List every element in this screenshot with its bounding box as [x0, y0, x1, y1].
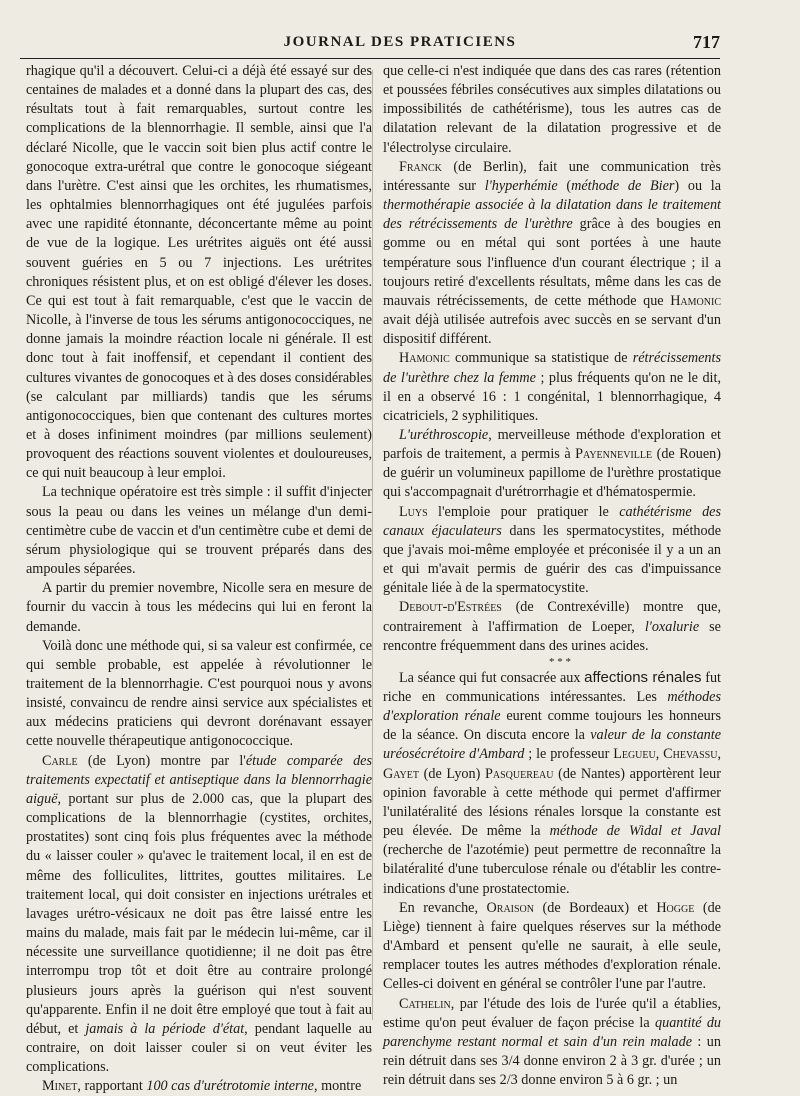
section-separator: * * * [549, 655, 571, 668]
author-name: Carle [42, 752, 78, 769]
paragraph [383, 668, 721, 899]
text-run: En revanche, [399, 899, 487, 916]
text-run: l'emploie pour pratiquer le [427, 503, 620, 520]
paragraph [26, 483, 372, 579]
text-run: avait déjà utilisée autrefois avec succès en se servant d'un dispositif différent. [383, 312, 721, 348]
text-run: (de Berlin), fait une communication très intéressante sur [383, 158, 721, 194]
text-run: que celle-ci n'est indiquée que dans des cas rares (rétention et poussées fébriles consécutives aux simples dilatations ou impossibilités de cathétérisme), tous les autres cas de dilatation relevant de la dilatation progressive et de l'électrolyse circulaire. [383, 63, 721, 156]
paragraph [26, 637, 372, 752]
text-run: (recherche de l'azotémie) peut permettre de reconnaître la bilatéralité d'une tuberculose rénale ou d'établir les contre-indications d'une prostatectomie. [383, 842, 721, 897]
running-header [0, 30, 800, 56]
text-run: rhagique qu'il a découvert. Celui-ci a déjà été essayé sur des centaines de malades et a donné dans la plupart des cas, des résultats tout à fait remarquables, surtout contre les complications de la blennorrhagie. Il semble, ainsi que l'a déclaré Nicolle, que le vaccin soit bien plus actif contre le gonocoque extra-urétral que contre le gonocoque siégeant dans l'urètre. C'est ainsi que les orchites, les rhumatismes, les ophtalmies blennorrhagiques ont été jugulées parfois avec une rapidité étonnante, déconcertante même au point de vue de la logique. Les urétrites aiguës ont été aussi souvent guéries en 5 ou 7 injections. Les urétrites chroniques résistent plus, et on est obligé d'élever les doses. Ce qui est tout à fait remarquable, c'est que le vaccin de Nicolle, à l'inverse de tous les sérums antigonococciques, ne donne jamais la moindre réaction locale ni générale. Il est donc tout à fait inoffensif, et cependant il contient des cultures vivantes de gonocoques et à des doses considérables (se calculant par milliards) tandis que les sérums antigonococciques, bien que contenant des cultures mortes et à doses infiniment moindres (par millions seulement) provoquent des réactions souvent violentes et douloureuses, ce qui nuit beaucoup à leur emploi. [26, 63, 372, 482]
italic-phrase: jamais à la période d'état [85, 1020, 245, 1037]
paragraph [383, 349, 721, 426]
paragraph [383, 995, 721, 1091]
author-name: Hamonic [670, 292, 721, 309]
text-run: (de Contrexéville) montre que, contrairement à l'affirmation de Loeper, [383, 599, 721, 635]
text-run: , portant sur plus de 2.000 cas, que la plupart des complications de la blennorrhagie (cystites, orchites, prostatites) sont cinq fois plus fréquentes avec la méthode du « laisser couler » qu'avec le traitement local, il en est de même des folliculites, littrites, gouttes militaires. Le traitement local, qui doit consister en injections urétrales et lavages urétro-vésicaux ne doit pas être laissé entre les mains du malade, mais fait par le médecin lui-même, car il nécessite une surveillance quotidienne; il ne doit pas être interrompu trop tôt et doit être au contraire prolongé plusieurs jours après la guérison qui n'est souvent qu'apparente. Enfin il ne doit être employé que tout à fait au début, et [26, 790, 372, 1037]
paragraph [26, 579, 372, 636]
text-run: grâce à des bougies en gomme ou en métal qui sont portées à une haute température sous l'influence d'un courant électrique ; il a toujours retiré d'excellents résultats, même dans les cas de mauvais rétrécissements, de cette méthode que [383, 216, 721, 309]
author-name: Cathelin [399, 995, 451, 1012]
text-run: eurent comme toujours les honneurs de la séance. On discuta encore la [383, 708, 721, 744]
italic-phrase: cathétérisme des canaux éjaculateurs [383, 503, 721, 539]
author-name: Payenneville [575, 446, 653, 463]
text-run: , merveilleuse méthode d'exploration et parfois de traitement, a permis à [383, 426, 721, 463]
left-column [26, 62, 372, 1096]
text-run: ; plus fréquents qu'on ne le dit, il en a observé 16 : 1 congénital, 1 blennorrhagique, 4 cicatriciels, 2 syphilitiques. [383, 369, 721, 424]
italic-phrase: thermothérapie associée à la dilatation dans le traitement des rétrécissements de l'urèthre [383, 197, 721, 233]
paragraph [383, 598, 721, 655]
text-run: ( [557, 177, 572, 194]
text-run: (de Bordeaux) et [534, 899, 657, 916]
text-run: affections rénales [584, 668, 702, 686]
italic-phrase: quantité du parenchyme restant normal et sain d'un rein malade [383, 1014, 722, 1050]
italic-phrase: rétrécissements de l'urèthre chez la femme [383, 350, 721, 386]
italic-phrase: l'hyperhémie [484, 177, 558, 194]
author-name: Hogge [656, 899, 695, 916]
author-name: Legueu, Chevassu, Gayet [383, 746, 721, 782]
author-name: Minet [42, 1078, 78, 1095]
text-run: , pendant laquelle au contraire, on doit laisser couler si on veut éviter les complications. [26, 1020, 372, 1076]
text-run: se rencontre fréquemment dans des urines acides. [383, 618, 721, 654]
text-run: communique sa statistique de [449, 350, 633, 367]
paragraph [26, 1077, 372, 1096]
text-run: (de Rouen) de guérir un volumineux papillome de l'urèthre prostatique qui s'accompagnait d'urétrorrhagie et d'hématospermie. [383, 446, 721, 501]
text-run: La séance qui fut consacrée aux [399, 669, 585, 686]
text-run: fut riche en communications intéressantes. Les [383, 669, 721, 705]
column-divider [372, 70, 373, 1020]
text-run: (de Liège) tiennent à faire quelques réserves sur la méthode d'Ambard et pensent qu'elle ne saurait, à elle seule, remplacer toutes les autres méthodes d'exploration rénale. Celles-ci doivent en général se contrôler l'une par l'autre. [383, 899, 721, 993]
text-run: A partir du premier novembre, Nicolle sera en mesure de fournir du vaccin à tous les médecins qui lui en feront la demande. [26, 580, 372, 635]
text-run: , montre [313, 1078, 362, 1095]
text-run: (de Nantes) apportèrent leur opinion favorable à cette méthode qui permet d'affirmer l'unilatéralité des lésions rénales lorsque la constante est peu élevée. De même la [383, 765, 721, 840]
italic-phrase: méthode de Bier [571, 177, 675, 194]
text-run: , par l'étude des lois de l'urée qu'il a établies, estime qu'on peut évaluer de façon précise la [383, 995, 721, 1031]
italic-phrase: valeur de la constante uréosécrétoire d'Ambard [383, 727, 721, 763]
paragraph [26, 62, 372, 483]
italic-phrase: L'uréthroscopie [399, 426, 489, 443]
italic-phrase: l'oxalurie [644, 618, 700, 635]
text-run: , rapportant [77, 1078, 147, 1095]
right-column [383, 62, 721, 1090]
text-run: dans les spermatocystites, méthode que j'avais moi-même employée et préconisée il y a un an et qui m'avait permis de guérir des cas d'impuissance génitale liée à de la spermatocystite. [383, 522, 721, 597]
text-run: La technique opératoire est très simple : il suffit d'injecter sous la peau ou dans les veines un mélange d'un demi-centimètre cube de vaccin et d'un centimètre cube et demi de sérum physiologique qui se trouvent préparés dans des ampoules séparées. [26, 484, 372, 578]
italic-phrase: méthodes d'exploration rénale [383, 689, 721, 725]
italic-phrase: méthode de Widal et Javal [549, 823, 721, 840]
italic-phrase: 100 cas d'urétrotomie interne [146, 1078, 314, 1095]
paragraph [383, 62, 721, 158]
author-name: Pasquereau [485, 765, 554, 782]
author-name: Oraison [486, 899, 535, 916]
text-run: ; le professeur [524, 746, 614, 763]
text-run: : un rein détruit dans ses 3/4 donne environ 2 à 3 gr. d'urée ; un rein détruit dans ses 2/3 donne environ 5 à 6 gr. ; un [383, 1033, 721, 1089]
journal-title: JOURNAL DES PRATICIENS [283, 34, 517, 50]
italic-phrase: étude comparée des traitements expectatif et antiseptique dans la blennorrhagie aiguë [26, 752, 372, 807]
page-number: 717 [693, 32, 720, 52]
text-run: (de Lyon) montre par l' [77, 752, 246, 769]
author-name: Luys [399, 503, 428, 520]
paragraph [383, 899, 721, 995]
author-name: Hamonic [399, 350, 450, 367]
author-name: Franck [399, 158, 442, 175]
text-run: Voilà donc une méthode qui, si sa valeur est confirmée, ce qui semble probable, est appelée à révolutionner le traitement de la blennorrhagie. C'est pourquoi nous y avons insisté, convaincu de rendre ainsi service aux spécialistes et aux médecins praticiens qui devront dorénavant essayer cette nouvelle thérapeutique antigonococcique. [26, 637, 372, 750]
paragraph [26, 752, 372, 1078]
text-run: (de Lyon) [419, 765, 485, 782]
paragraph [383, 158, 721, 350]
header-rule [20, 58, 720, 59]
author-name: Debout-d'Estrées [399, 599, 502, 616]
paragraph [383, 503, 721, 599]
paragraph [383, 426, 721, 503]
text-run: ) ou la [674, 177, 722, 194]
